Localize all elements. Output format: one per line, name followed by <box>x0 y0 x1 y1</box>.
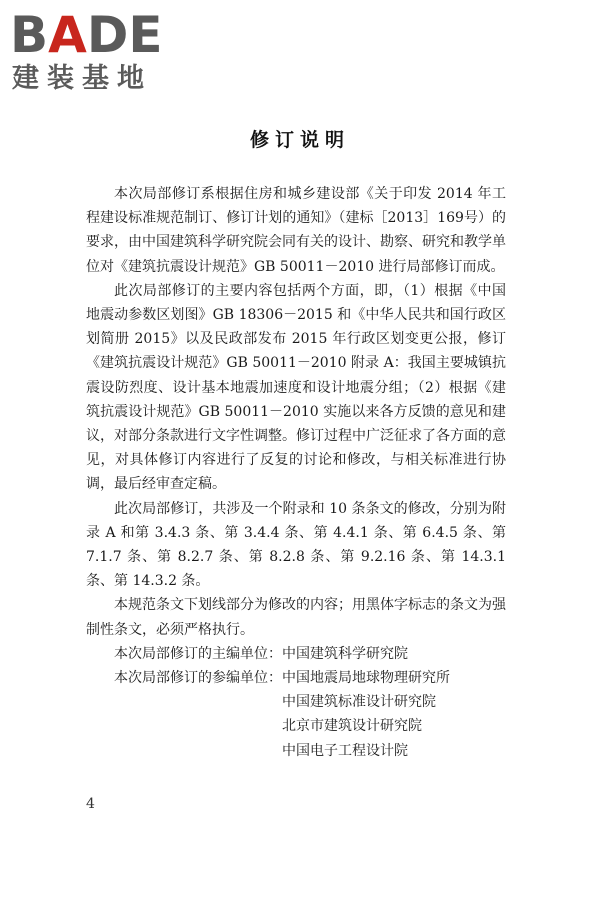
logo-subtitle: 建装基地 <box>12 63 152 94</box>
co-editor-extra-3: 中国电子工程设计院 <box>282 742 408 759</box>
logo-letter-b: B <box>10 6 49 64</box>
page-number: 4 <box>86 796 95 812</box>
logo-letters-de: DE <box>86 6 163 64</box>
bade-logo <box>10 8 180 98</box>
paragraph-revised-clauses: 此次局部修订，共涉及一个附录和 10 条条文的修改，分别为附录 A 和第 3.4.3 条、第 3.4.4 条、第 4.4.1 条、第 6.4.5 条、第 7.1.7 条、第 8.2.7 条、第 8.2.8 条、第 9.2.16 条、第 14.3.1 条、第 14.3.2 条。 <box>86 500 506 590</box>
paragraph-mandatory-note: 本规范条文下划线部分为修改的内容；用黑体字标志的条文为强制性条文，必须严格执行。 <box>86 597 506 638</box>
logo-wordmark <box>10 8 163 62</box>
co-editor-unit: 本次局部修订的参编单位：中国地震局地球物理研究所 <box>114 670 450 687</box>
paragraph-revision-content: 此次局部修订的主要内容包括两个方面，即，（1）根据《中国地震动参数区划图》GB 18306－2015 和《中华人民共和国行政区划简册 2015》以及民政部发布 2015 年行政区划变更公报，修订《建筑抗震设计规范》GB 50011－2010 附录 A：我国主要城镇抗震设防烈度、设计基本地震加速度和设计地震分组；（2）根据《建筑抗震设计规范》GB 50011－2010 实施以来各方反馈的意见和建议，对部分条款进行文字性调整。修订过程中广泛征求了各方面的意见，对具体修订内容进行了反复的讨论和修改，与相关标准进行协调，最后经审查定稿。 <box>86 282 506 493</box>
page-title: 修订说明 <box>249 129 350 151</box>
document-body <box>86 182 506 763</box>
paragraph-revision-basis: 本次局部修订系根据住房和城乡建设部《关于印发 2014 年工程建设标准规范制订、修订计划的通知》（建标［2013］169号）的要求，由中国建筑科学研究院会同有关的设计、勘察、研究和教学单位对《建筑抗震设计规范》GB 50011－2010 进行局部修订而成。 <box>86 186 506 275</box>
co-editor-extra-2: 北京市建筑设计研究院 <box>282 718 422 735</box>
chief-editor-unit: 本次局部修订的主编单位：中国建筑科学研究院 <box>114 645 408 662</box>
logo-letter-a-accent: A <box>48 6 87 64</box>
co-editor-extra-1: 中国建筑标准设计研究院 <box>282 694 436 711</box>
